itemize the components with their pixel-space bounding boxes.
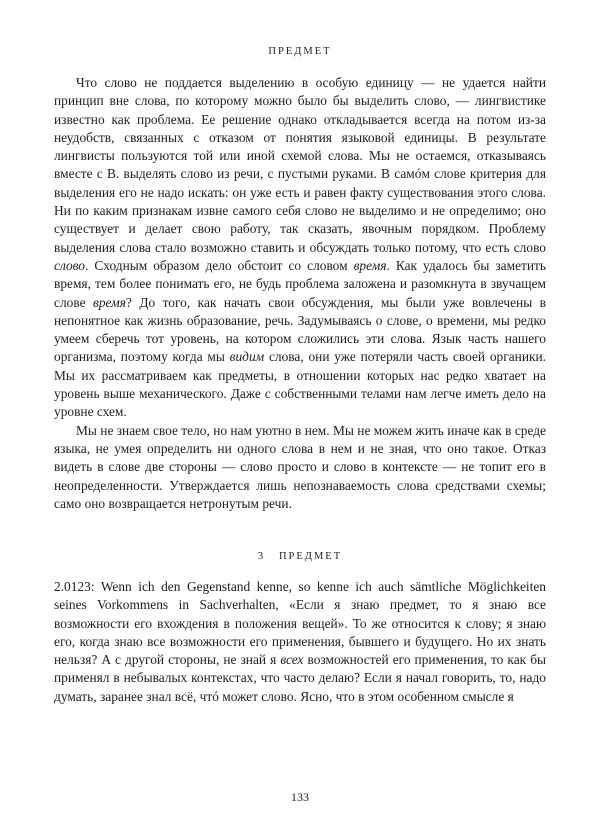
paragraph: 2.0123: Wenn ich den Gegenstand kenne, so kenne ich auch sämtliche Möglichkeiten seines Vorkommens in Sachverhalten, «Если я знаю предмет, то я знаю все возможности его вхождения в положения вещей». То же относится к слову; я знаю его, когда знаю все возможности его применения, бывшего и будущего. Но их знать нельзя? А с другой стороны, не знай я всех возможностей его применения, то как бы применял в небывалых контекстах, что часто делаю? Если я начал говорить, то, надо думать, заранее знал всё, чтó может слово. Ясно, что в этом особенном смысле я [54,579,546,704]
emphasis: видим [229,349,265,365]
page-number: 133 [291,790,309,804]
paragraph: Что слово не поддается выделению в особую единицу — не удается найти принцип вне слова, по которому можно было бы выделить слово, — лингвистике известно как проблема. Ее решение однако откладывается всегда на потом из-за неудобств, связанных с отказом от понятия языковой единицы. В результате лингвисты пользуются той или иной схемой слова. Мы не остаемся, отказываясь вместе с В. выделять слово из речи, с пустыми руками. В самóм слове критерия для выделения его не надо искать: он уже есть и равен факту существования этого слова. Ни по каким признакам извне самого себя слово не выделимо и не определимо; оно существует и делает свою работу, так сказать, явочным порядком. Проблему выделения слова стало возможно ставить и обсуждать только потому, что есть слово слово. Сходным образом дело обстоит со словом время. Как удалось бы заметить время, тем более понимать его, не будь проблема заложена и разомкнута в звучащем слове время? До того, как начать свои обсуждения, мы были уже вовлечены в непонятное как жизнь образование, речь. Задумываясь о слове, о времени, мы редко умеем сберечь тот уровень, на котором сложились эти слова. Язык часть нашего организма, поэтому когда мы видим слова, они уже потеряли часть своей органики. Мы их рассматриваем как предметы, в отношении которых нас редко хватает на уровень выше механического. Даже с собственными телами нам легче иметь дело на уровне схем. [54,75,547,420]
emphasis: время [353,257,387,273]
emphasis: всех [280,652,304,668]
section-text [54,578,546,706]
paragraph: Мы не знаем свое тело, но нам уютно в нем. Мы не можем жить иначе как в среде языка, не умея определить ни одного слова в нем и не зная, что оно такое. Отказ видеть в слове две стороны — слово просто и слово в контексте — не топит его в неопределенности. Утверждается лишь непознаваемость слова средствами схемы; само оно возвращается нетронутым речи. [54,422,546,511]
running-head: ПРЕДМЕТ [268,46,332,57]
section-number: 3 [257,551,266,562]
emphasis: время [93,294,126,310]
section-title: ПРЕДМЕТ [278,551,343,562]
emphasis: слово [54,257,85,273]
section-heading [0,551,600,562]
main-text [54,74,546,513]
